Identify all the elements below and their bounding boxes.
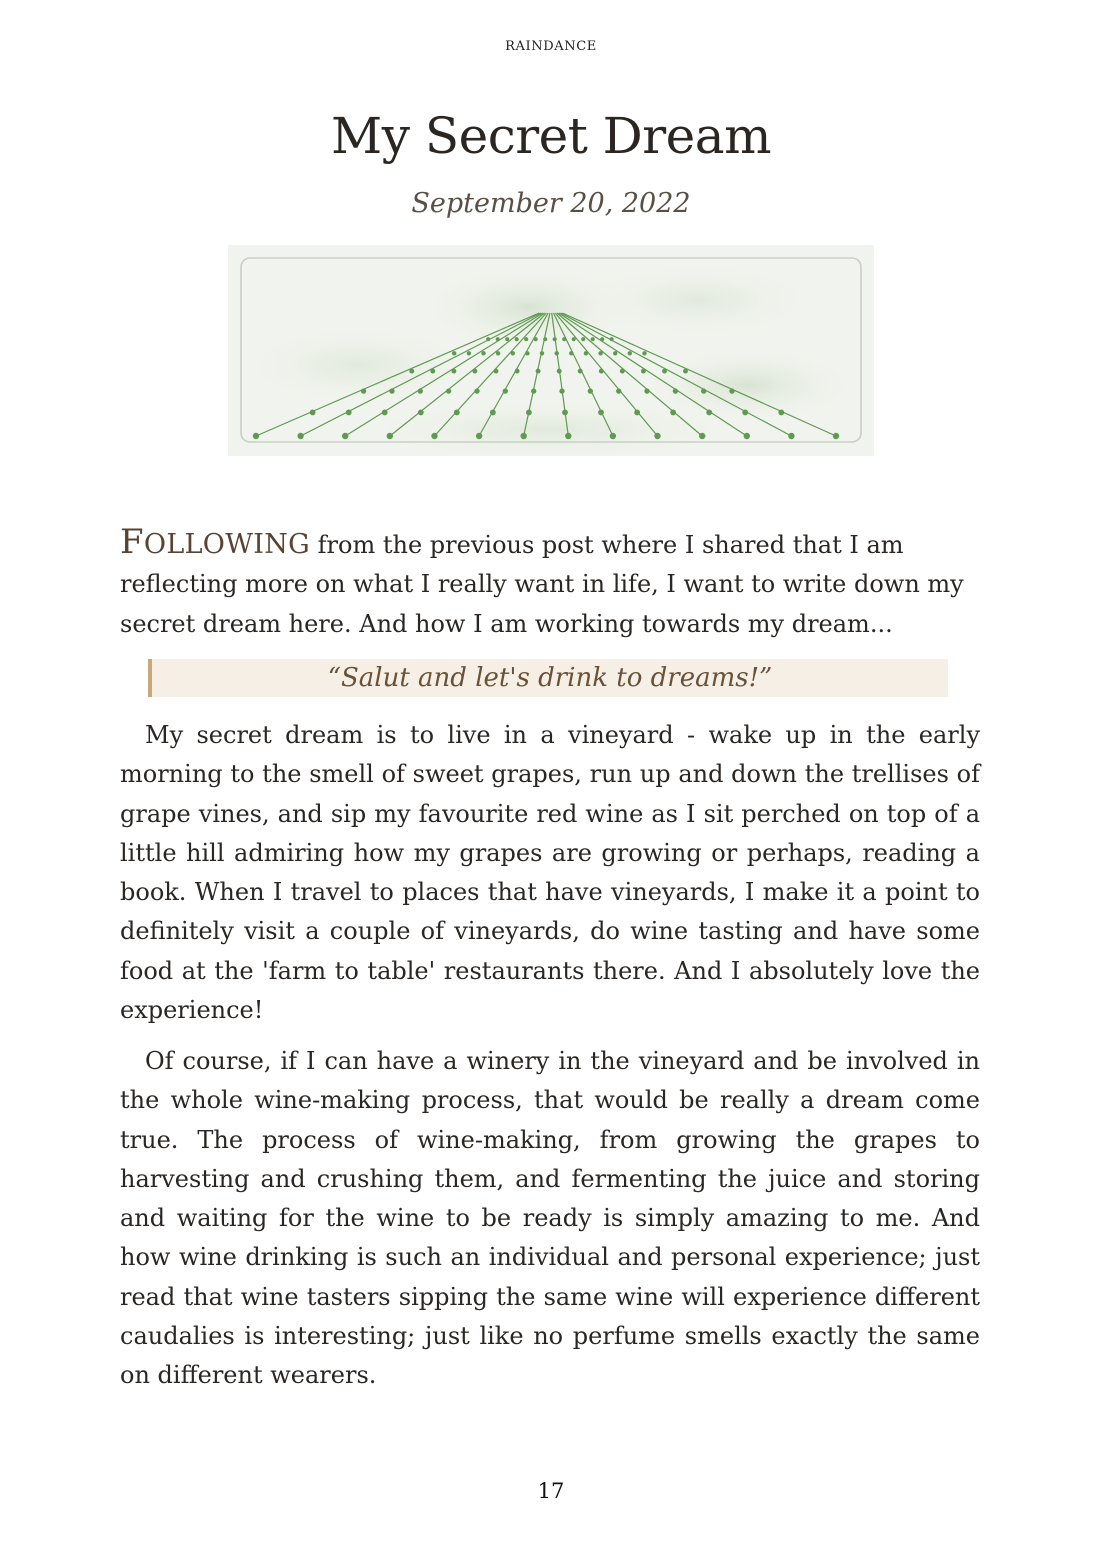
vine-post-dot xyxy=(382,409,388,415)
vine-post-dot xyxy=(628,351,632,355)
intro-paragraph xyxy=(120,523,980,644)
vine-post-dot xyxy=(644,388,649,393)
vine-post-dot xyxy=(554,351,558,355)
vine-post-dot xyxy=(562,337,566,341)
vine-post-dot xyxy=(673,388,678,393)
vine-post-dot xyxy=(418,388,423,393)
vine-post-dot xyxy=(584,351,588,355)
vine-post-dot xyxy=(581,337,585,341)
running-header: RAINDANCE xyxy=(505,39,597,54)
vine-post-dot xyxy=(588,388,593,393)
vine-post-dot xyxy=(613,351,617,355)
vine-post-dot xyxy=(297,433,303,439)
vine-post-dot xyxy=(430,369,435,374)
vine-post-dot xyxy=(742,409,748,415)
vine-post-dot xyxy=(515,337,519,341)
vine-post-dot xyxy=(701,388,706,393)
vine-post-dot xyxy=(699,433,705,439)
vine-post-dot xyxy=(565,433,571,439)
vine-post-dot xyxy=(503,388,508,393)
page-title: My Secret Dream xyxy=(331,107,771,165)
vine-post-dot xyxy=(729,388,734,393)
vine-post-dot xyxy=(431,433,437,439)
vine-post-dot xyxy=(454,409,460,415)
vine-post-dot xyxy=(476,433,482,439)
intro-text: from the previous post where I shared that I am reflecting more on what I really want in life, I want to write down my secret dream here. And how I am working towards my dream... xyxy=(120,531,964,638)
vine-post-dot xyxy=(654,433,660,439)
vine-post-dot xyxy=(610,433,616,439)
vine-post-dot xyxy=(472,369,477,374)
vine-post-dot xyxy=(599,369,604,374)
page-number: 17 xyxy=(537,1479,565,1503)
vine-post-dot xyxy=(494,369,499,374)
vine-post-dot xyxy=(553,337,557,341)
vine-post-dot xyxy=(670,409,676,415)
vineyard-banner-image xyxy=(228,245,874,456)
vine-post-dot xyxy=(490,409,496,415)
vine-post-dot xyxy=(361,388,366,393)
vine-post-dot xyxy=(409,369,414,374)
vine-post-dot xyxy=(744,433,750,439)
vine-post-dot xyxy=(451,369,456,374)
vine-post-dot xyxy=(253,433,259,439)
vine-post-dot xyxy=(534,337,538,341)
body-paragraph-2: Of course, if I can have a winery in the vineyard and be involved in the whole wine-making process, that would be really a dream come true. The process of wine-making, from growing the grapes to harvesting and crushing them, and fermenting the juice and storing and waiting for the wine to be ready is simply amazing to me. And how wine drinking is such an individual and personal experience; just read that wine tasters sipping the same wine will experience different caudalies is interesting; just like no perfume smells exactly the same on different wearers. xyxy=(120,1047,980,1390)
vine-post-dot xyxy=(598,351,602,355)
lead-word xyxy=(120,522,310,562)
vine-post-dot xyxy=(778,409,784,415)
vine-post-dot xyxy=(524,337,528,341)
vine-post-dot xyxy=(387,433,393,439)
vine-post-dot xyxy=(610,337,614,341)
vine-post-dot xyxy=(505,337,509,341)
vine-post-dot xyxy=(511,351,515,355)
vine-post-dot xyxy=(600,337,604,341)
vine-post-dot xyxy=(634,409,640,415)
vine-post-dot xyxy=(515,369,520,374)
vine-post-dot xyxy=(559,388,564,393)
vine-post-dot xyxy=(346,409,352,415)
vine-post-dot xyxy=(446,388,451,393)
vine-post-dot xyxy=(531,388,536,393)
vine-post-dot xyxy=(496,351,500,355)
vine-post-dot xyxy=(598,409,604,415)
vine-post-dot xyxy=(474,388,479,393)
vine-post-dot xyxy=(641,369,646,374)
vine-post-dot xyxy=(536,369,541,374)
pull-quote: “Salut and let's drink to dreams!” xyxy=(148,659,948,697)
vine-post-dot xyxy=(540,351,544,355)
vine-post-dot xyxy=(706,409,712,415)
vine-post-dot xyxy=(521,433,527,439)
vine-post-dot xyxy=(310,409,316,415)
vine-post-dot xyxy=(452,351,456,355)
vine-post-dot xyxy=(620,369,625,374)
vine-post-dot xyxy=(662,369,667,374)
vine-post-dot xyxy=(467,351,471,355)
vine-post-dot xyxy=(543,337,547,341)
vine-post-dot xyxy=(526,409,532,415)
vine-post-dot xyxy=(481,351,485,355)
post-date: September 20, 2022 xyxy=(411,188,691,219)
lead-word-initial: F xyxy=(120,522,144,562)
vineyard-rows-illustration-icon xyxy=(228,245,874,456)
vine-post-dot xyxy=(683,369,688,374)
vine-post-dot xyxy=(389,388,394,393)
vine-post-dot xyxy=(788,433,794,439)
vine-post-dot xyxy=(342,433,348,439)
vine-post-dot xyxy=(642,351,646,355)
vine-post-dot xyxy=(616,388,621,393)
vine-post-dot xyxy=(833,433,839,439)
vine-post-dot xyxy=(525,351,529,355)
vine-post-dot xyxy=(569,351,573,355)
vine-post-dot xyxy=(557,369,562,374)
vine-post-dot xyxy=(572,337,576,341)
body-paragraph-1: My secret dream is to live in a vineyard - wake up in the early morning to the smell of sweet grapes, run up and down the trellises of grape vines, and sip my favourite red wine as I sit perched on top of a little hill admiring how my grapes are growing or perhaps, reading a book. When I travel to places that have vineyards, I make it a point to definitely visit a couple of vineyards, do wine tasting and have some food at the 'farm to table' restaurants there. And I absolutely love the experience! xyxy=(120,721,980,1025)
lead-word-small-caps: OLLOWING xyxy=(143,529,311,560)
vine-post-dot xyxy=(418,409,424,415)
vine-post-dot xyxy=(562,409,568,415)
vine-post-dot xyxy=(591,337,595,341)
vine-post-dot xyxy=(578,369,583,374)
